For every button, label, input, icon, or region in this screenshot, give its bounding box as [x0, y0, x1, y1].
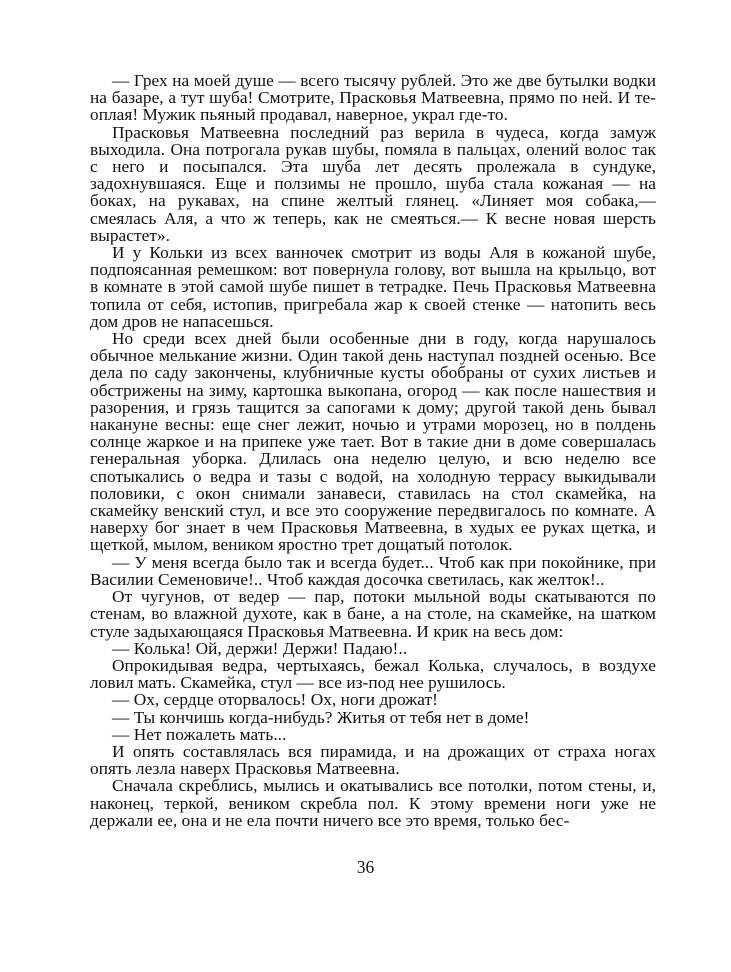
body-text — [90, 72, 656, 829]
paragraph: Сначала скреблись, мылись и окатывались все потолки, потом стены, и, наконец, теркой, веником скребла пол. К этому времени ноги уже не держали ее, она и не ела почти ничего все это время, только бес- — [90, 776, 656, 830]
paragraph: От чугунов, от ведер — пар, потоки мыльной воды скатываются по стенам, во влажной духоте, как в бане, а на столе, на скамейке, на шатком стуле задыхающаяся Прасковья Матвеевна. И крик на весь дом: — [90, 587, 656, 641]
paragraph: — Ты кончишь когда-нибудь? Житья от тебя нет в доме! — [112, 707, 530, 727]
paragraph: — У меня всегда было так и всегда будет... Чтоб как при покойнике, при Василии Семеновиче!.. Чтоб каждая досочка светилась, как желток!.. — [90, 552, 656, 589]
paragraph: Опрокидывая ведра, чертыхаясь, бежал Колька, случалось, в воздухе ловил мать. Скамейка, стул — все из-под нее рушилось. — [90, 655, 656, 693]
paragraph: — Нет пожалеть мать... — [112, 724, 287, 744]
paragraph: И опять составлялась вся пирамида, и на дрожащих от страха ногах опять лезла наверх Прасковья Матвеевна. — [90, 741, 656, 779]
page-number: 36 — [356, 857, 375, 877]
paragraph: — Колька! Ой, держи! Держи! Падаю!.. — [112, 638, 408, 658]
paragraph: — Грех на моей душе — всего тысячу рублей. Это же две бутылки водки на базаре, а тут шуба! Смотрите, Прасковья Матвеевна, прямо по ней. И те-оплая! Мужик пьяный продавал, наверное, украл где-то. — [90, 71, 656, 125]
paragraph: Но среди всех дней были особенные дни в году, когда нарушалось обычное мелькание жизни. Один такой день наступал поздней осенью. Все дела по саду закончены, клубничные кусты обобраны от сухих листьев и обстрижены на зиму, картошка выкопана, огород — как после нашествия и разорения, и грязь тащится за сапогами к дому; другой такой день бывал накануне весны: еще снег лежит, ночью и утрами морозец, но в полдень солнце жаркое и на припеке уже тает. Вот в такие дни в доме совершалась генеральная уборка. Длилась она неделю целую, и всю неделю все спотыкались о ведра и тазы с водой, на холодную террасу выкидывали половики, с окон снимали занавеси, ставилась на стол скамейка, на скамейку венский стул, и все это сооружение передвигалось по комнате. А наверху бог знает в чем Прасковья Матвеевна, в худых ее руках щетка, и щеткой, мылом, веником яростно трет дощатый потолок. — [90, 329, 656, 555]
paragraph: И у Кольки из всех ванночек смотрит из воды Аля в кожаной шубе, подпоясанная ремешком: вот повернула голову, вот вышла на крыльцо, вот в комнате в этой самой шубе пишет в тетрадке. Печь Прасковья Матвеевна топила от себя, истопив, пригребала жар к своей стенке — натопить весь дом дров не напасешься. — [90, 243, 656, 331]
paragraph: — Ох, сердце оторвалось! Ох, ноги дрожат! — [112, 690, 438, 710]
paragraph: Прасковья Матвеевна последний раз верила в чудеса, когда замуж выходила. Она потрогала рукав шубы, помяла в пальцах, олений волос так с него и посыпался. Эта шуба лет десять пролежала в сундуке, задохнувшаяся. Еще и ползимы не прошло, шуба стала кожаная — на боках, на рукавах, на спине желтый глянец. «Линяет моя собака,— смеялась Аля, а что ж теперь, как не смеяться.— К весне новая шерсть вырастет». — [90, 122, 656, 245]
